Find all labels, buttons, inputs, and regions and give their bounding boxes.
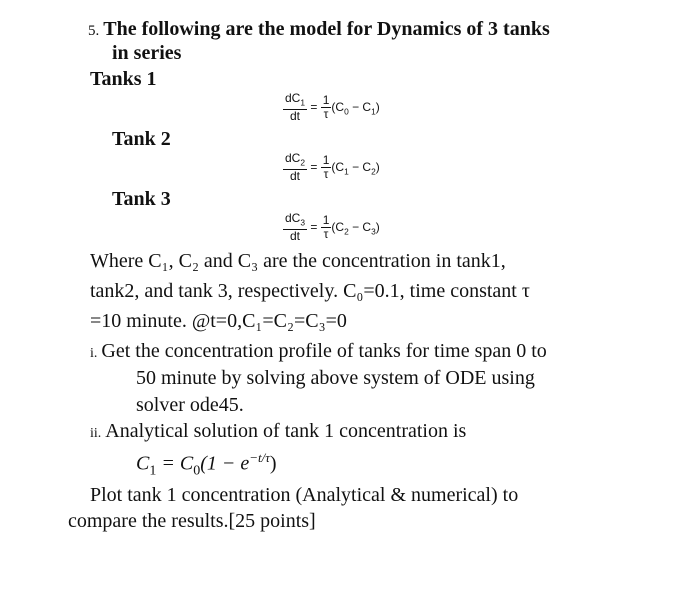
tank-3-label: Tank 3	[112, 188, 171, 210]
where-line-3: =10 minute. @t=0,C₁=C₂=C₃=0	[90, 310, 347, 332]
question-number: 5.	[88, 23, 100, 39]
footer-line-1: Plot tank 1 concentration (Analytical & numerical) to	[90, 484, 519, 506]
item-i-marker: i.	[90, 346, 98, 361]
question-title-cont: in series	[112, 42, 182, 64]
question-header	[88, 18, 550, 41]
where-line-1: Where C₁, C₂ and C₃ are the concentration in tank1,	[90, 250, 506, 272]
tank-3-equation: $\frac{dC_3}{dt}$ = $\frac{1}{\tau}$ $(C_2 - C_3)$	[285, 211, 380, 244]
tank-1-label: Tanks 1	[90, 68, 157, 90]
item-ii-marker: ii.	[90, 426, 102, 441]
tank-2-equation: $\frac{dC_2}{dt}$ = $\frac{1}{\tau}$ $(C_1 - C_2)$	[285, 151, 380, 184]
item-i	[90, 340, 547, 363]
tank-2-label: Tank 2	[112, 128, 171, 150]
analytic-formula: $C_1 = C_0(1 - e^{-t/\tau})$	[136, 450, 277, 479]
footer-line-2: compare the results.[25 points]	[68, 510, 316, 532]
item-ii-line-1: Analytical solution of tank 1 concentration is	[105, 420, 467, 442]
where-line-2: tank2, and tank 3, respectively. C₀=0.1, time constant τ	[90, 280, 530, 302]
question-title: The following are the model for Dynamics of 3 tanks	[103, 18, 550, 40]
item-i-line-1: Get the concentration profile of tanks for time span 0 to	[101, 340, 547, 362]
tank-1-equation: $\frac{dC_1}{dt}$ = $\frac{1}{\tau}$ $(C_0 - C_1)$	[285, 91, 380, 124]
item-ii	[90, 420, 466, 443]
item-i-line-2: 50 minute by solving above system of ODE using	[136, 367, 535, 389]
item-i-line-3: solver ode45.	[136, 394, 244, 416]
